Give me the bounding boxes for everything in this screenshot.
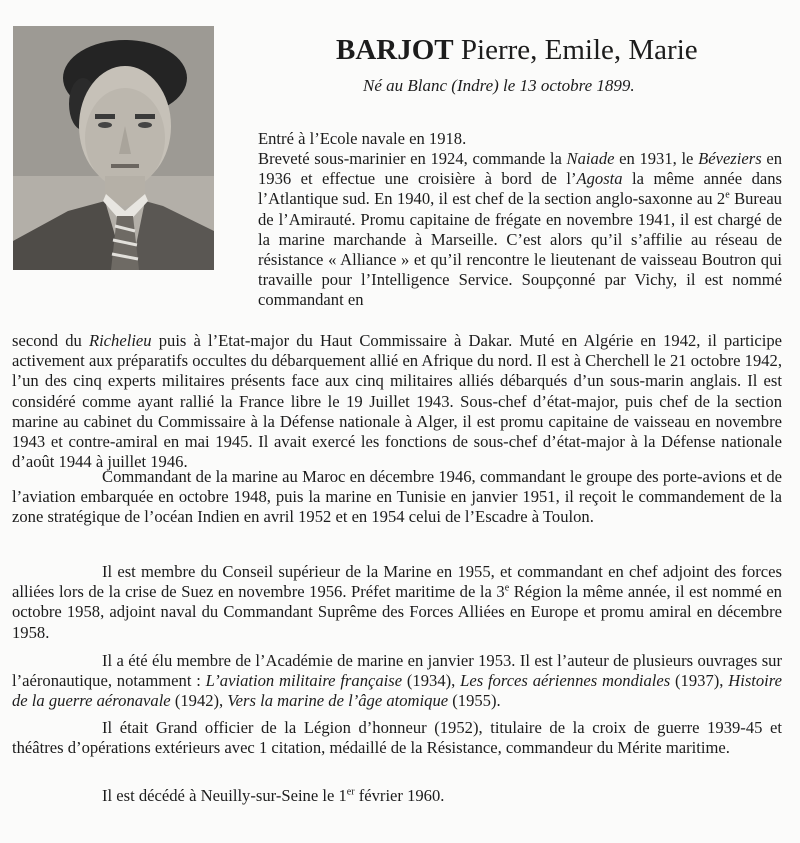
paragraph-command: Commandant de la marine au Maroc en décembre 1946, commandant le groupe des porte-avions et de l’aviation embarquée en octobre 1948, puis la marine en Tunisie en janvier 1951, il reçoit le commandement de la zone stratégique de l’océan Indien en avril 1952 et en 1954 celui de l’Escadre à Toulon. <box>12 467 782 527</box>
text-span: (1934), <box>402 671 461 691</box>
superscript: e <box>504 582 510 594</box>
given-names: Pierre, Emile, Marie <box>460 34 698 66</box>
ship-name-richelieu: Richelieu <box>88 331 152 350</box>
superscript: e <box>725 189 730 201</box>
text-span: en 1936 et effectue une croisière à bord de l’ <box>258 149 782 189</box>
text-span: Région la même année, il est nommé en octobre 1958, adjoint naval du Commandant Suprême des Forces Alliées en Europe et promu amiral en décembre 1958. <box>12 582 782 642</box>
text-span: Breveté sous-marinier en 1924, commande la <box>258 149 567 168</box>
text-span: Bureau de l’Amirauté. Promu capitaine de frégate en novembre 1941, il est chargé de la marine marchande à Marseille. C’est alors qu’il s’affilie au réseau de résistance « Alliance » et qu’il rencontre le lieutenant de vaisseau Boutron qui travaille pour l’Intelligence Service. Soupçonné par Vichy, il est nommé commandant en <box>258 189 782 310</box>
book-title: L’aviation militaire française <box>205 671 403 691</box>
paragraph-academy <box>12 651 782 712</box>
person-name <box>336 34 698 66</box>
paragraph-career-start <box>258 149 782 311</box>
text-span: Il est décédé à Neuilly-sur-Seine le 1 <box>102 786 347 805</box>
superscript: er <box>346 786 355 798</box>
paragraph-career-continued <box>12 331 782 472</box>
ship-name-beveziers: Béveziers <box>698 149 762 168</box>
book-title: Les forces aériennes mondiales <box>460 671 671 691</box>
text-span: Il a été élu membre de l’Académie de marine en janvier 1953. Il est l’auteur de plusieurs ouvrages sur l’aéronautique, notamment : <box>12 651 782 691</box>
portrait-icon <box>13 26 214 270</box>
text-span: (1937), <box>670 671 729 691</box>
book-title: Vers la marine de l’âge atomique <box>227 691 449 711</box>
text-span: (1942), <box>170 691 228 711</box>
ship-name-naiade: Naiade <box>566 149 615 168</box>
surname: BARJOT <box>336 34 454 66</box>
paragraph-council <box>12 562 782 643</box>
book-title: Histoire de la guerre aéronavale <box>12 671 782 711</box>
text-span: la même année dans l’Atlantique sud. En 1940, il est chef de la section anglo-saxonne au 2 <box>258 169 782 209</box>
paragraph-death <box>12 786 782 806</box>
text-span: février 1960. <box>354 786 445 805</box>
birth-line: Né au Blanc (Indre) le 13 octobre 1899. <box>363 76 635 95</box>
text-span: Il est membre du Conseil supérieur de la Marine en 1955, et commandant en chef adjoint des forces alliées lors de la crise de Suez en novembre 1956. Préfet maritime de la 3 <box>12 562 782 602</box>
text-span: second du <box>12 331 89 350</box>
paragraph-education: Entré à l’Ecole navale en 1918. <box>258 129 467 148</box>
paragraph-honours: Il était Grand officier de la Légion d’honneur (1952), titulaire de la croix de guerre 1939-45 et théâtres d’opérations extérieurs avec 1 citation, médaillé de la Résistance, commandeur du Mérite maritime. <box>12 718 782 758</box>
portrait-photo <box>13 26 214 270</box>
ship-name-agosta: Agosta <box>576 169 623 189</box>
text-span: en 1931, le <box>614 149 699 168</box>
text-span: puis à l’Etat-major du Haut Commissaire à Dakar. Muté en Algérie en 1942, il participe activement aux préparatifs occultes du débarquement allié en Afrique du nord. Il est à Cherchell le 21 octobre 1942, l’un des cinq experts militaires présents face aux cinq militaires alliés débarqués d’un sous-marin anglais. Il est considéré comme ayant rallié la France libre le 19 Juillet 1943. Sous-chef d’état-major, puis chef de la section marine au cabinet du Commissaire à la Défense nationale à Alger, il est promu capitaine de vaisseau en novembre 1943 et contre-amiral en mai 1945. Il avait exercé les fonctions de sous-chef d’état-major à la Défense nationale d’août 1944 à juillet 1946. <box>12 331 782 472</box>
text-span: (1955). <box>448 691 501 711</box>
